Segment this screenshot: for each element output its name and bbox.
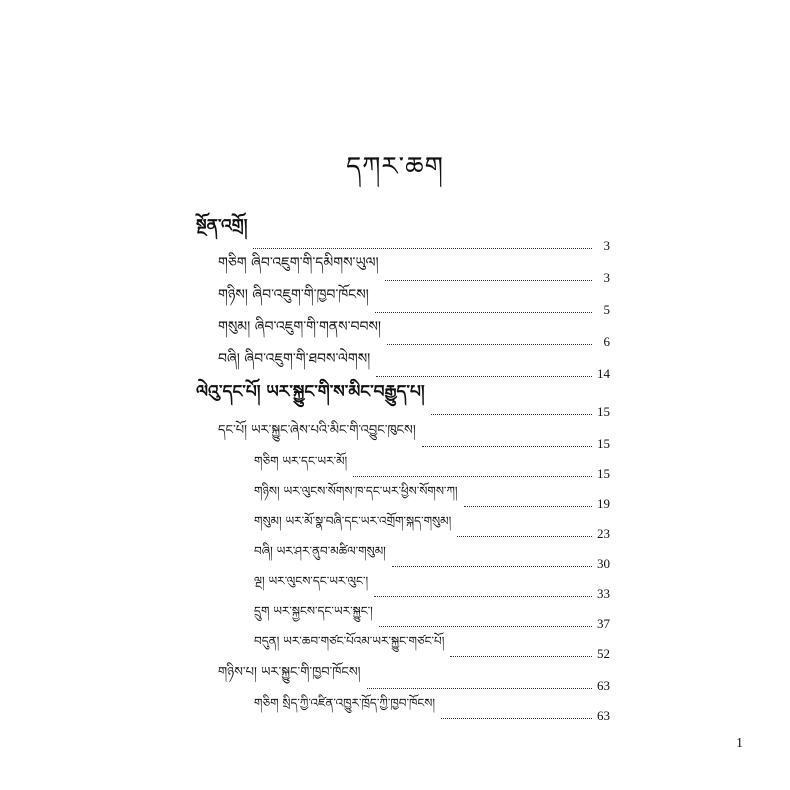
dot-leader (457, 536, 592, 537)
toc-entry-page: 6 (603, 334, 610, 349)
dot-leader (431, 414, 592, 415)
toc-entry-label: ལེའུ་དང་པོ། ཡར་སྐྱུང་གི་ས་མིང་བརྒྱུད་པ། (196, 382, 425, 402)
toc-entry-label: གསུམ། ཞིབ་འཇུག་གི་གནས་བབས། (218, 319, 382, 335)
toc-entry-page: 15 (597, 404, 610, 419)
toc-entry-label: བཞི། ཡར་ཤར་ནུབ་མཚིལ་གསུམ། (254, 544, 386, 558)
toc-entry-page: 5 (603, 302, 610, 317)
toc-entry-page: 19 (597, 496, 610, 511)
dot-leader (379, 626, 592, 627)
toc-entry-label: གཅིག ཡར་དང་ཡར་མོ། (254, 454, 348, 468)
dot-leader (387, 344, 592, 345)
toc-entry-page: 3 (603, 238, 610, 253)
page-number: 1 (736, 736, 743, 751)
toc-entry-page: 33 (597, 586, 610, 601)
toc-entry-label: ལྔ། ཡར་ལུངས་དང་ཡར་ལུང་། (254, 574, 369, 588)
toc-entry-label: དང་པོ། ཡར་སྐྱུང་ཞེས་པའི་མིང་གི་འབྱུང་ཁུངས། (218, 423, 416, 438)
toc-entry-page: 63 (597, 678, 610, 693)
dot-leader (441, 718, 592, 719)
toc-entry-page: 3 (603, 270, 610, 285)
toc-entry-subsection-8[interactable] (254, 698, 610, 724)
toc-entry-label: གཉིས། ཞིབ་འཇུག་གི་ཁྱབ་ཁོངས། (218, 287, 369, 303)
toc-entry-label: བཞི། ཞིབ་འཇུག་གི་ཐབས་ལེགས། (218, 351, 371, 367)
toc-entry-label: གཅིག སྲིད་ཀྱི་འཛིན་འཁྱུར་ཁྲོད་ཀྱི་ཁྱབ་ཁོངས། (254, 696, 436, 710)
toc-entry-page: 15 (597, 466, 610, 481)
dot-leader (374, 596, 592, 597)
toc-entry-label: གསུམ། ཡར་མོ་སྣ་བཞི་དང་ཡར་འགྲོག་སྐད་གསུམ། (254, 514, 452, 528)
dot-leader (450, 656, 592, 657)
toc-entry-label: སྔོན་འགྲོ། (196, 216, 248, 236)
toc-entry-label: གཉིས་པ། ཡར་སྐྱུང་གི་ཁྱབ་ཁོངས། (218, 665, 361, 680)
toc-entry-page: 52 (597, 646, 610, 661)
page-title: དཀར་ཆག (346, 152, 444, 182)
toc-entry-label: དྲུག ཡར་སྐྱངས་དང་ཡར་སྐྱུང་། (254, 604, 373, 618)
toc-entry-page: 37 (597, 616, 610, 631)
dot-leader (367, 688, 592, 689)
dot-leader (375, 312, 592, 313)
toc-entry-page: 23 (597, 526, 610, 541)
dot-leader (422, 446, 592, 447)
dot-leader (353, 476, 592, 477)
dot-leader (464, 506, 592, 507)
dot-leader (385, 280, 592, 281)
dot-leader (392, 566, 592, 567)
toc-entry-label: གཉིས། ཡར་ལུངས་སོགས་ཁ་དང་ཡར་ཕྱིས་སོགས་ཀ། (254, 484, 458, 498)
toc-entry-page: 14 (597, 366, 610, 381)
toc-entry-label: བདུན། ཡར་ཆབ་གཙང་པོའམ་ཡར་སྐྱུང་གཙང་པོ། (254, 634, 445, 648)
toc-entry-page: 63 (597, 708, 610, 723)
toc-entry-page: 15 (597, 436, 610, 451)
toc-entry-page: 30 (597, 556, 610, 571)
toc-entry-label: གཅིག ཞིབ་འཇུག་གི་དམིགས་ཡུལ། (218, 255, 379, 271)
